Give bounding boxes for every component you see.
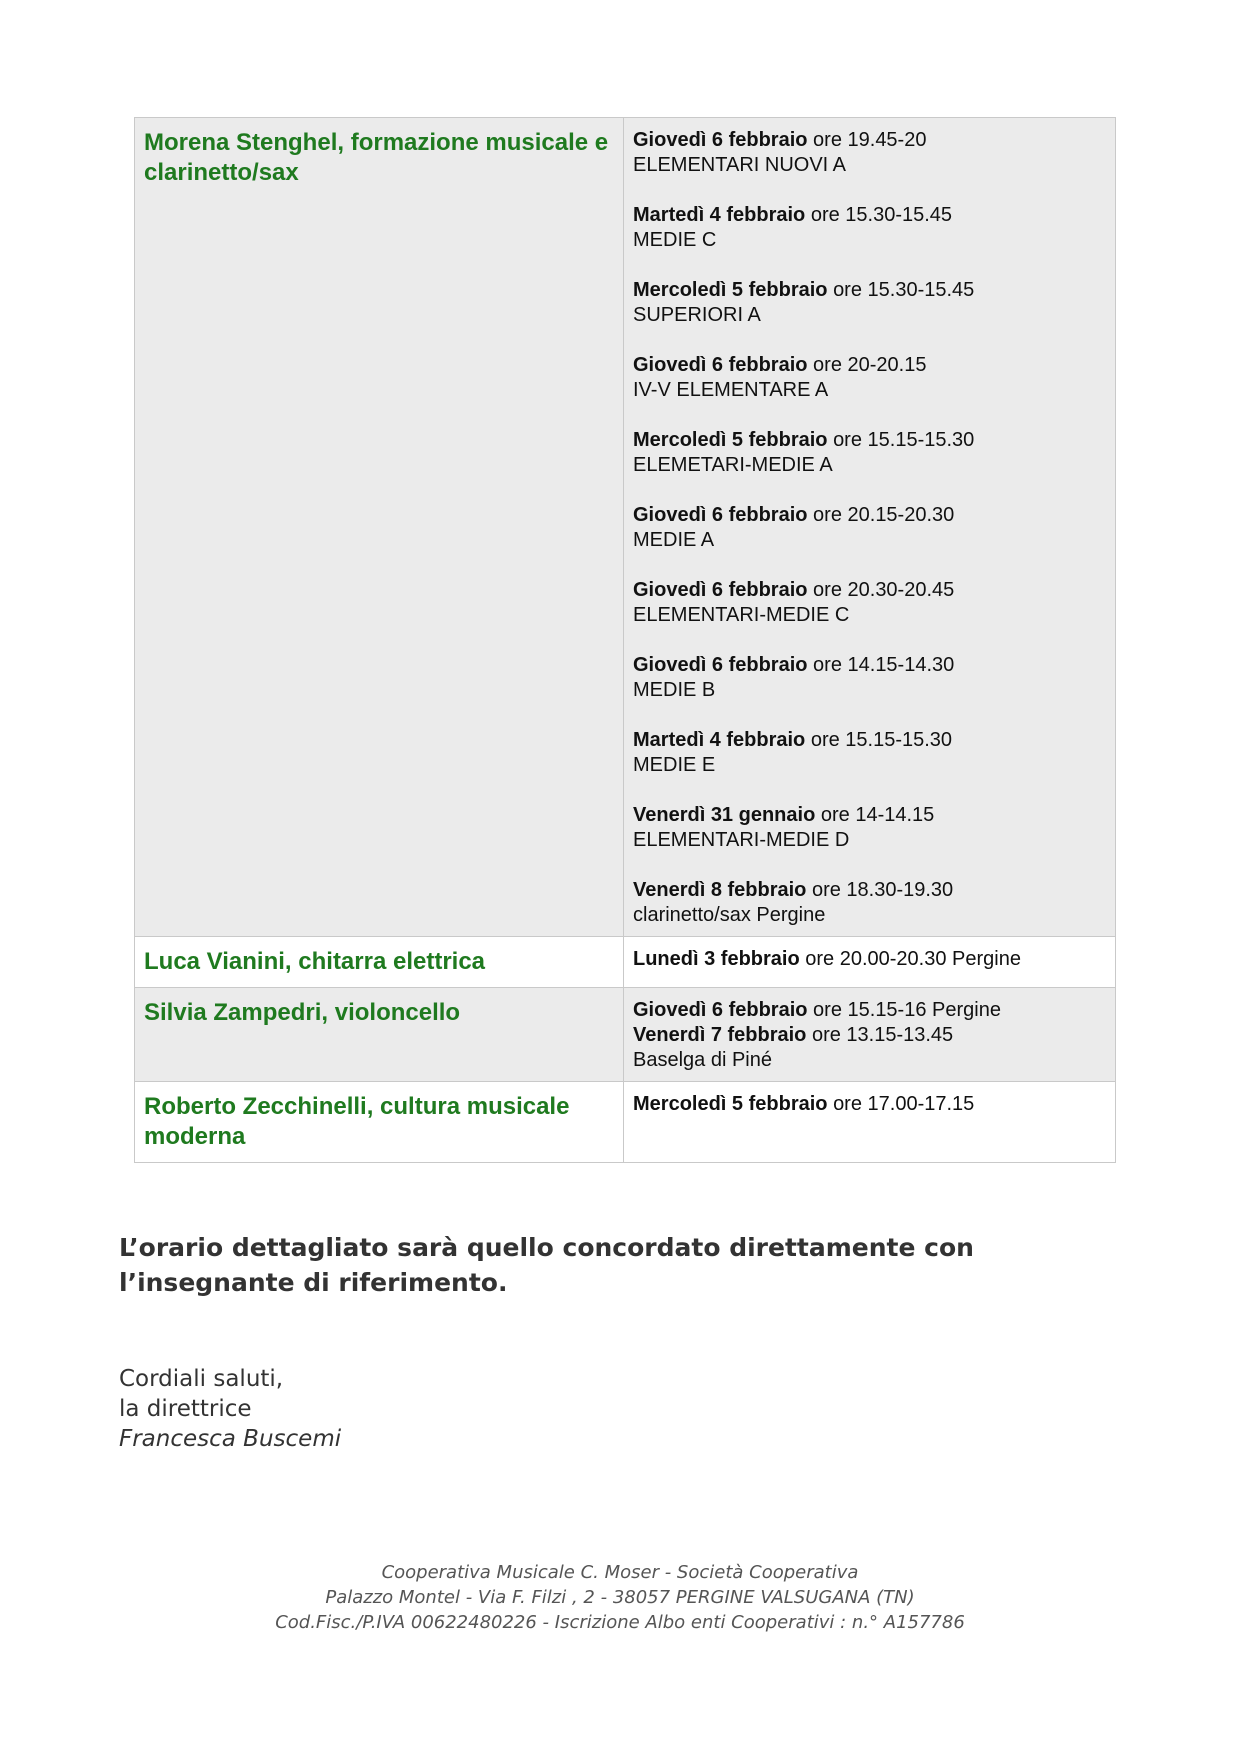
teacher-name: Luca Vianini, chitarra elettrica <box>135 937 624 988</box>
slot-entry <box>633 503 1106 553</box>
slot-day: Giovedì 6 febbraio <box>633 579 808 601</box>
closing-block <box>119 1364 341 1454</box>
closing-signature-name: Francesca Buscemi <box>119 1426 342 1452</box>
slot-group: ELEMENTARI NUOVI A <box>633 154 847 176</box>
slot-day: Giovedì 6 febbraio <box>633 354 808 376</box>
slot-day: Venerdì 8 febbraio <box>633 879 807 901</box>
slot-time: ore 15.15-15.30 <box>833 429 975 451</box>
closing-role: la direttrice <box>119 1396 252 1422</box>
schedule-table <box>134 117 1116 1163</box>
slot-time: ore 15.30-15.45 <box>810 204 953 226</box>
footer-line: Cod.Fisc./P.IVA 00622480226 - Iscrizione Albo enti Cooperativi : n.° A157786 <box>275 1612 965 1633</box>
slot-entry <box>633 203 1106 253</box>
slot-entry <box>633 128 1106 178</box>
slot-entry <box>633 1092 1106 1117</box>
slot-time: ore 20.00-20.30 Pergine <box>805 948 1021 970</box>
slot-day: Lunedì 3 febbraio <box>633 948 800 970</box>
table-row <box>135 988 1116 1082</box>
slot-entry <box>633 428 1106 478</box>
table-row <box>135 1082 1116 1163</box>
slot-day: Giovedì 6 febbraio <box>633 129 808 151</box>
slot-time: ore 15.15-15.30 <box>810 729 953 751</box>
slot-day: Mercoledì 5 febbraio <box>633 429 828 451</box>
slot-day: Venerdì 31 gennaio <box>633 804 816 826</box>
slot-time: ore 18.30-19.30 <box>811 879 954 901</box>
slot-day: Venerdì 7 febbraio <box>633 1024 807 1046</box>
teacher-name: Morena Stenghel, formazione musicale e clarinetto/sax <box>135 118 624 937</box>
slot-entry <box>633 653 1106 703</box>
slot-entry <box>633 353 1106 403</box>
slot-group: SUPERIORI A <box>633 304 761 326</box>
slots-cell <box>624 988 1116 1082</box>
footer-line: Palazzo Montel - Via F. Filzi , 2 - 38057 PERGINE VALSUGANA (TN) <box>325 1587 915 1608</box>
slot-time: ore 15.15-16 Pergine <box>813 999 1001 1021</box>
slot-entry <box>633 947 1106 972</box>
slot-day: Giovedì 6 febbraio <box>633 654 808 676</box>
slot-group: ELEMENTARI-MEDIE C <box>633 604 850 626</box>
slot-day: Giovedì 6 febbraio <box>633 504 808 526</box>
slot-time: ore 14-14.15 <box>820 804 935 826</box>
closing-greeting: Cordiali saluti, <box>119 1366 284 1392</box>
slots-cell <box>624 118 1116 937</box>
slot-day: Martedì 4 febbraio <box>633 204 806 226</box>
slot-day: Giovedì 6 febbraio <box>633 999 808 1021</box>
slot-group: MEDIE B <box>633 679 716 701</box>
slot-group: MEDIE E <box>633 754 716 776</box>
teacher-name: Silvia Zampedri, violoncello <box>135 988 624 1082</box>
page-footer <box>0 1560 1240 1635</box>
table-row <box>135 118 1116 937</box>
slot-day: Mercoledì 5 febbraio <box>633 1093 828 1115</box>
slot-entry <box>633 728 1106 778</box>
slot-group: MEDIE C <box>633 229 717 251</box>
schedule-note: L’orario dettagliato sarà quello concordato direttamente con l’insegnante di riferimento. <box>119 1233 974 1297</box>
slot-time: ore 20-20.15 <box>813 354 927 376</box>
slot-entry <box>633 803 1106 853</box>
slot-time: ore 15.30-15.45 <box>833 279 975 301</box>
slot-group: clarinetto/sax Pergine <box>633 904 826 926</box>
slot-group: ELEMENTARI-MEDIE D <box>633 829 850 851</box>
slot-entry <box>633 878 1106 928</box>
slot-location: Baselga di Piné <box>633 1049 772 1071</box>
footer-line: Cooperativa Musicale C. Moser - Società Cooperativa <box>381 1562 859 1583</box>
slot-entry <box>633 998 1106 1073</box>
slot-time: ore 20.15-20.30 <box>813 504 955 526</box>
slot-group: IV-V ELEMENTARE A <box>633 379 829 401</box>
slot-group: ELEMETARI-MEDIE A <box>633 454 833 476</box>
slot-time: ore 20.30-20.45 <box>813 579 955 601</box>
slots-cell <box>624 937 1116 988</box>
teacher-name: Roberto Zecchinelli, cultura musicale moderna <box>135 1082 624 1163</box>
slot-time: ore 14.15-14.30 <box>813 654 955 676</box>
slot-entry <box>633 278 1106 328</box>
slots-cell <box>624 1082 1116 1163</box>
slot-time: ore 17.00-17.15 <box>833 1093 975 1115</box>
slot-group: MEDIE A <box>633 529 715 551</box>
slot-entry <box>633 578 1106 628</box>
table-row <box>135 937 1116 988</box>
slot-day: Mercoledì 5 febbraio <box>633 279 828 301</box>
slot-day: Martedì 4 febbraio <box>633 729 806 751</box>
slot-time: ore 19.45-20 <box>813 129 927 151</box>
slot-time: ore 13.15-13.45 <box>811 1024 954 1046</box>
